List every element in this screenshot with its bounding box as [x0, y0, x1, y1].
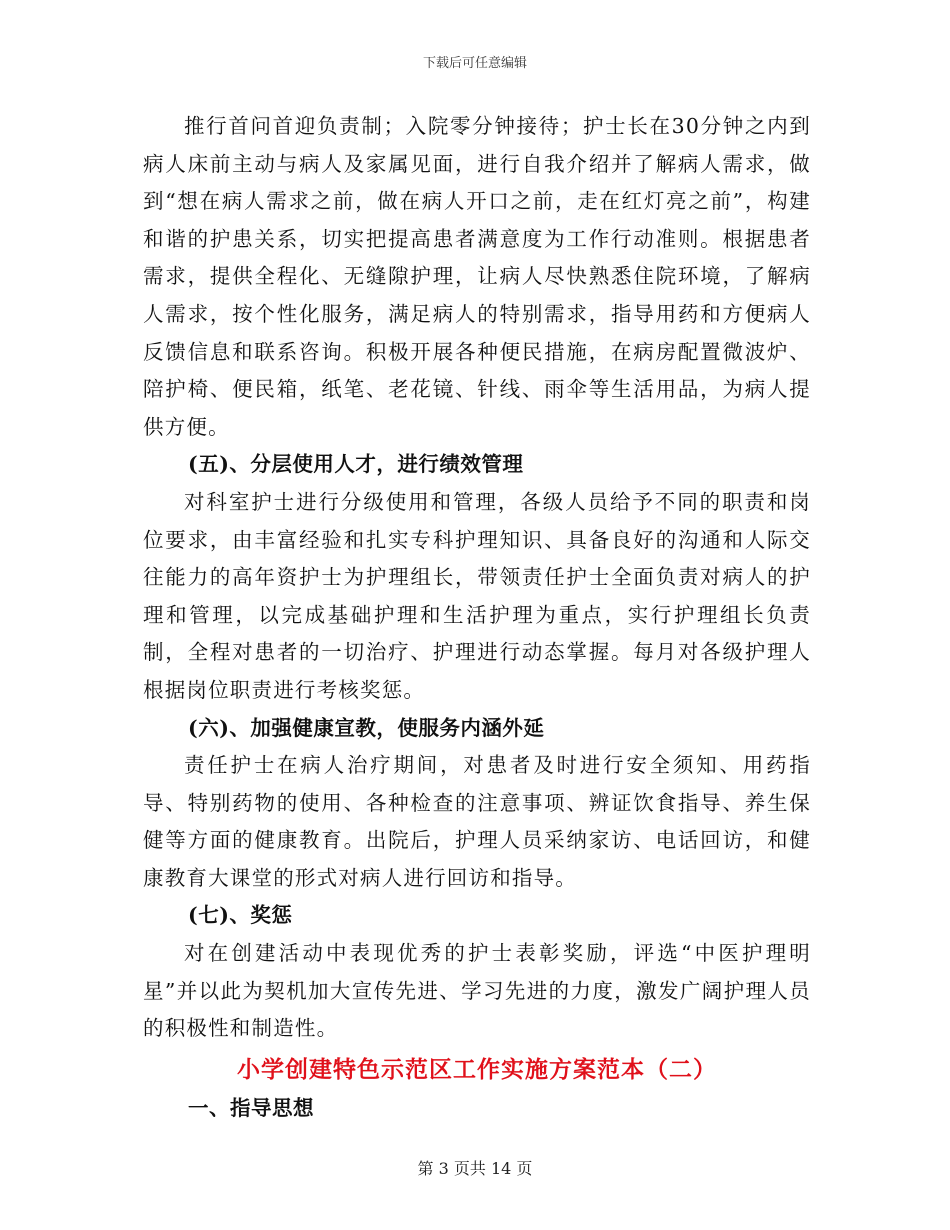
paragraph-service-policy: 推行首问首迎负责制；入院零分钟接待；护士长在30分钟之内到病人床前主动与病人及家属见面，进行自我介绍并了解病人需求，做到“想在病人需求之前，做在病人开口之前，走在红灯亮之前”，构建和谐的护患关系，切实把提高患者满意度为工作行动准则。根据患者需求，提供全程化、无缝隙护理，让病人尽快熟悉住院环境，了解病人需求，按个性化服务，满足病人的特别需求，指导用药和方便病人反馈信息和联系咨询。积极开展各种便民措施，在病房配置微波炉、陪护椅、便民箱，纸笔、老花镜、针线、雨伞等生活用品，为病人提供方便。 [143, 114, 811, 439]
document-body [143, 108, 811, 1127]
page-footer: 第 3 页共 14 页 [417, 1159, 533, 1178]
paragraph-tiered-staffing: 对科室护士进行分级使用和管理，各级人员给予不同的职责和岗位要求，由丰富经验和扎实专科护理知识、具备良好的沟通和人际交往能力的高年资护士为护理组长，带领责任护士全面负责对病人的护理和管理，以完成基础护理和生活护理为重点，实行护理组长负责制，全程对患者的一切治疗、护理进行动态掌握。每月对各级护理人根据岗位职责进行考核奖惩。 [143, 489, 811, 702]
document-title: 小学创建特色示范区工作实施方案范本（二） [237, 1055, 717, 1083]
page-header: 下载后可任意编辑 [422, 56, 527, 71]
section-heading-guiding-ideology: 一、指导思想 [188, 1095, 314, 1120]
paragraph-rewards: 对在创建活动中表现优秀的护士表彰奖励，评选“中医护理明星”并以此为契机加大宣传先进、学习先进的力度，激发广阔护理人员的积极性和制造性。 [143, 941, 811, 1041]
section-heading-7: (七)、奖惩 [188, 903, 293, 928]
section-heading-6: (六)、加强健康宣教，使服务内涵外延 [188, 715, 545, 740]
section-heading-5: (五)、分层使用人才，进行绩效管理 [188, 452, 524, 477]
paragraph-health-education: 责任护士在病人治疗期间，对患者及时进行安全须知、用药指导、特别药物的使用、各种检查的注意事项、辨证饮食指导、养生保健等方面的健康教育。出院后，护理人员采纳家访、电话回访，和健康教育大课堂的形式对病人进行回访和指导。 [143, 753, 811, 890]
